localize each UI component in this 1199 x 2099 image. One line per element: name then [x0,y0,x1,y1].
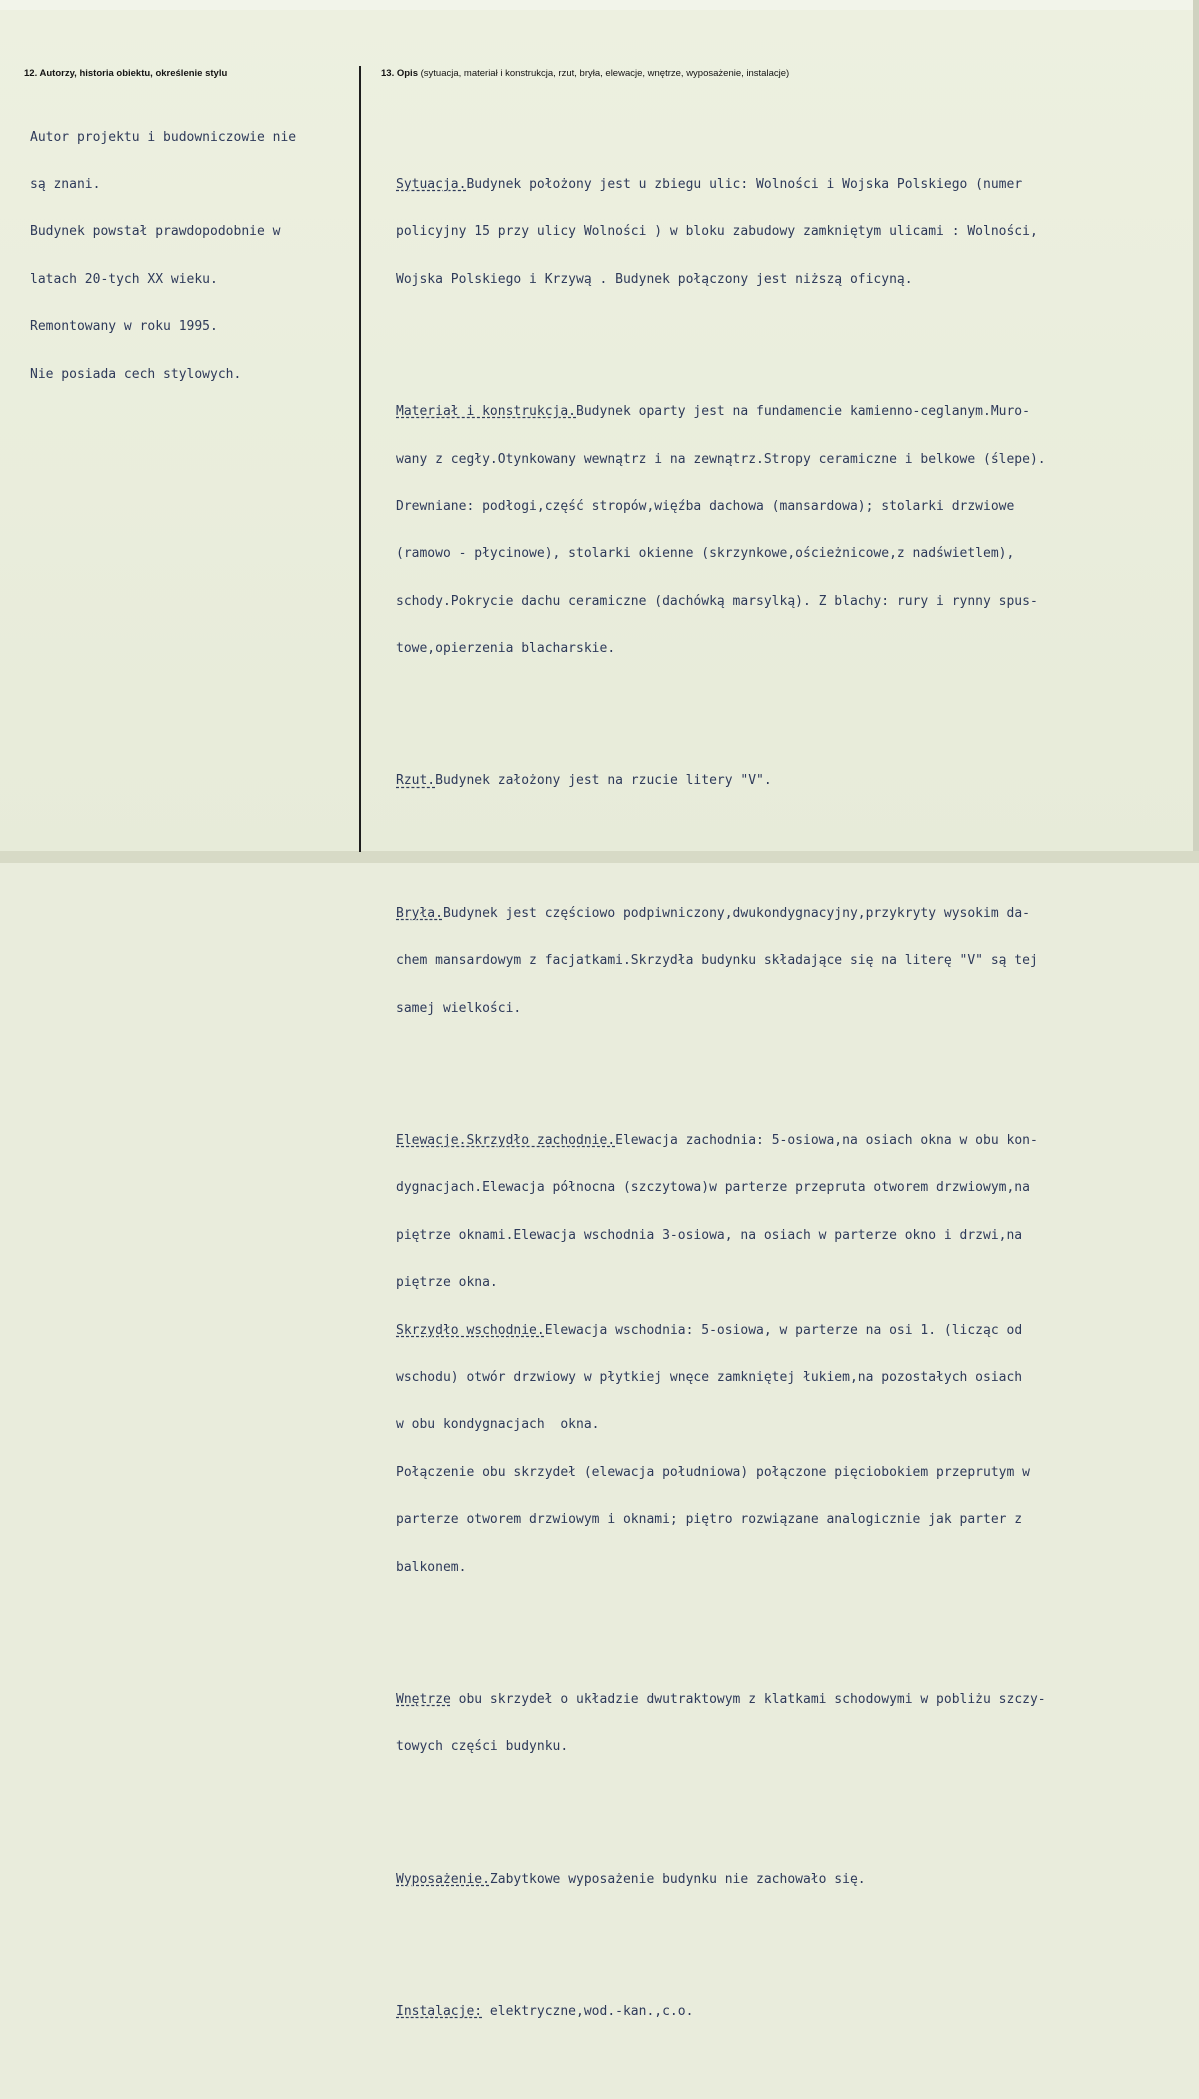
paragraph-sytuacja [396,145,1186,319]
section-13-title-rest: (sytuacja, materiał i konstrukcja, rzut, bryła, elewacje, wnętrze, wyposażenie, instalacje) [420,68,790,79]
paragraph-heading: Wnętrze [396,1691,451,1707]
paragraph-heading: Bryła. [396,905,443,921]
text-fragment: Budynek oparty jest na fundamencie kamienno-ceglanym.Muro- [576,404,1030,420]
text-line [396,906,1186,922]
text-line: latach 20-tych XX wieku. [30,271,218,287]
text-line: w obu kondygnacjach okna. [396,1417,600,1433]
text-line [396,1872,1186,1888]
text-line: towe,opierzenia blacharskie. [396,641,616,657]
paragraph-subheading: Skrzydło wschodnie. [396,1322,545,1338]
section-12-text [30,98,355,414]
text-line: (ramowo - płycinowe), stolarki okienne (skrzynkowe,ościeżnicowe,z nadświetlem), [396,546,1015,562]
text-line: są znani. [30,176,101,192]
paragraph-heading: Materiał i konstrukcja. [396,404,577,420]
text-fragment: Budynek położony jest u zbiegu ulic: Wolności i Wojska Polskiego (numer [466,176,1023,192]
text-fragment: Budynek jest częściowo podpiwniczony,dwukondygnacyjny,przykryty wysokim da- [442,905,1030,921]
text-line [396,1323,1186,1339]
section-13-number: 13. [381,68,395,79]
text-line [396,177,1186,193]
paragraph-bryla [396,874,1186,1048]
paragraph-elewacje [396,1101,1186,1607]
paragraph-wyposazenie [396,1840,1186,1919]
text-fragment: elektryczne,wod.-kan.,c.o. [482,2004,694,2020]
text-line [396,1133,1186,1149]
text-line: Remontowany w roku 1995. [30,319,218,335]
section-12-title: Autorzy, historia obiektu, określenie stylu [39,68,228,79]
text-fragment: Elewacja zachodnia: 5-osiowa,na osiach okna w obu kon- [615,1133,1038,1148]
paragraph-heading: Instalacje: [396,2004,483,2020]
text-line [396,404,1186,420]
text-line: wschodu) otwór drzwiowy w płytkiej wnęce zamkniętej łukiem,na pozostałych osiach [396,1369,1023,1385]
section-12-header [24,68,227,79]
text-line: towych części budynku. [396,1739,569,1755]
text-line: wany z cegły.Otynkowany wewnątrz i na zewnątrz.Stropy ceramiczne i belkowe (ślepe). [396,451,1046,467]
card-top-edge [0,0,1199,10]
text-fragment: Zabytkowe wyposażenie budynku nie zachowało się. [489,1871,866,1887]
paragraph-heading: Elewacje.Skrzydło zachodnie. [396,1133,616,1148]
section-13-title-bold: Opis [396,68,418,79]
column-divider [359,66,361,852]
paragraph-wnetrze [396,1660,1186,1786]
section-13-header [381,68,789,79]
text-line [396,2004,1186,2020]
text-line: Budynek powstał prawdopodobnie w [30,224,281,240]
text-line: Drewniane: podłogi,część stropów,więźba dachowa (mansardowa); stolarki drzwiowe [396,498,1015,514]
paragraph-rzut [396,742,1186,821]
paragraph-heading: Sytuacja. [396,176,467,192]
text-line: samej wielkości. [396,1000,522,1016]
text-line: Wojska Polskiego i Krzywą . Budynek połączony jest niższą oficyną. [396,271,913,287]
text-line: policyjny 15 przy ulicy Wolności ) w bloku zabudowy zamkniętym ulicami : Wolności, [396,224,1038,240]
text-line: piętrze oknami.Elewacja wschodnia 3-osiowa, na osiach w parterze okno i drzwi,na [396,1227,1023,1243]
text-line: parterze otworem drzwiowym i oknami; piętro rozwiązane analogicznie jak parter z [396,1512,1023,1528]
paragraph-heading: Wyposażenie. [396,1871,490,1887]
text-fragment: Budynek założony jest na rzucie litery "V". [435,773,772,789]
text-line: Nie posiada cech stylowych. [30,366,242,382]
text-fragment: obu skrzydeł o układzie dwutraktowym z klatkami schodowymi w pobliżu szczy- [450,1691,1046,1707]
text-line [396,1692,1186,1708]
text-fragment: Elewacja wschodnia: 5-osiowa, w parterze na osi 1. (licząc od [544,1322,1023,1338]
text-line: schody.Pokrycie dachu ceramiczne (dachówką marsylką). Z blachy: rury i rynny spus- [396,593,1038,609]
paragraph-material [396,373,1186,689]
paragraph-heading: Rzut. [396,773,436,789]
section-13-text [396,98,1186,2099]
text-line: dygnacjach.Elewacja północna (szczytowa)w parterze przepruta otworem drzwiowym,na [396,1180,1030,1196]
text-line: balkonem. [396,1559,467,1575]
text-line: Autor projektu i budowniczowie nie [30,129,297,145]
text-line: Połączenie obu skrzydeł (elewacja południowa) połączone pięciobokiem przeprutym w [396,1464,1030,1480]
text-line: piętrze okna. [396,1275,498,1291]
paragraph-instalacje [396,1972,1186,2051]
section-12-number: 12. [24,68,38,79]
card-right-edge [1193,0,1199,863]
text-line: chem mansardowym z facjatkami.Skrzydła budynku składające się na literę "V" są tej [396,953,1038,969]
text-line [396,773,1186,789]
